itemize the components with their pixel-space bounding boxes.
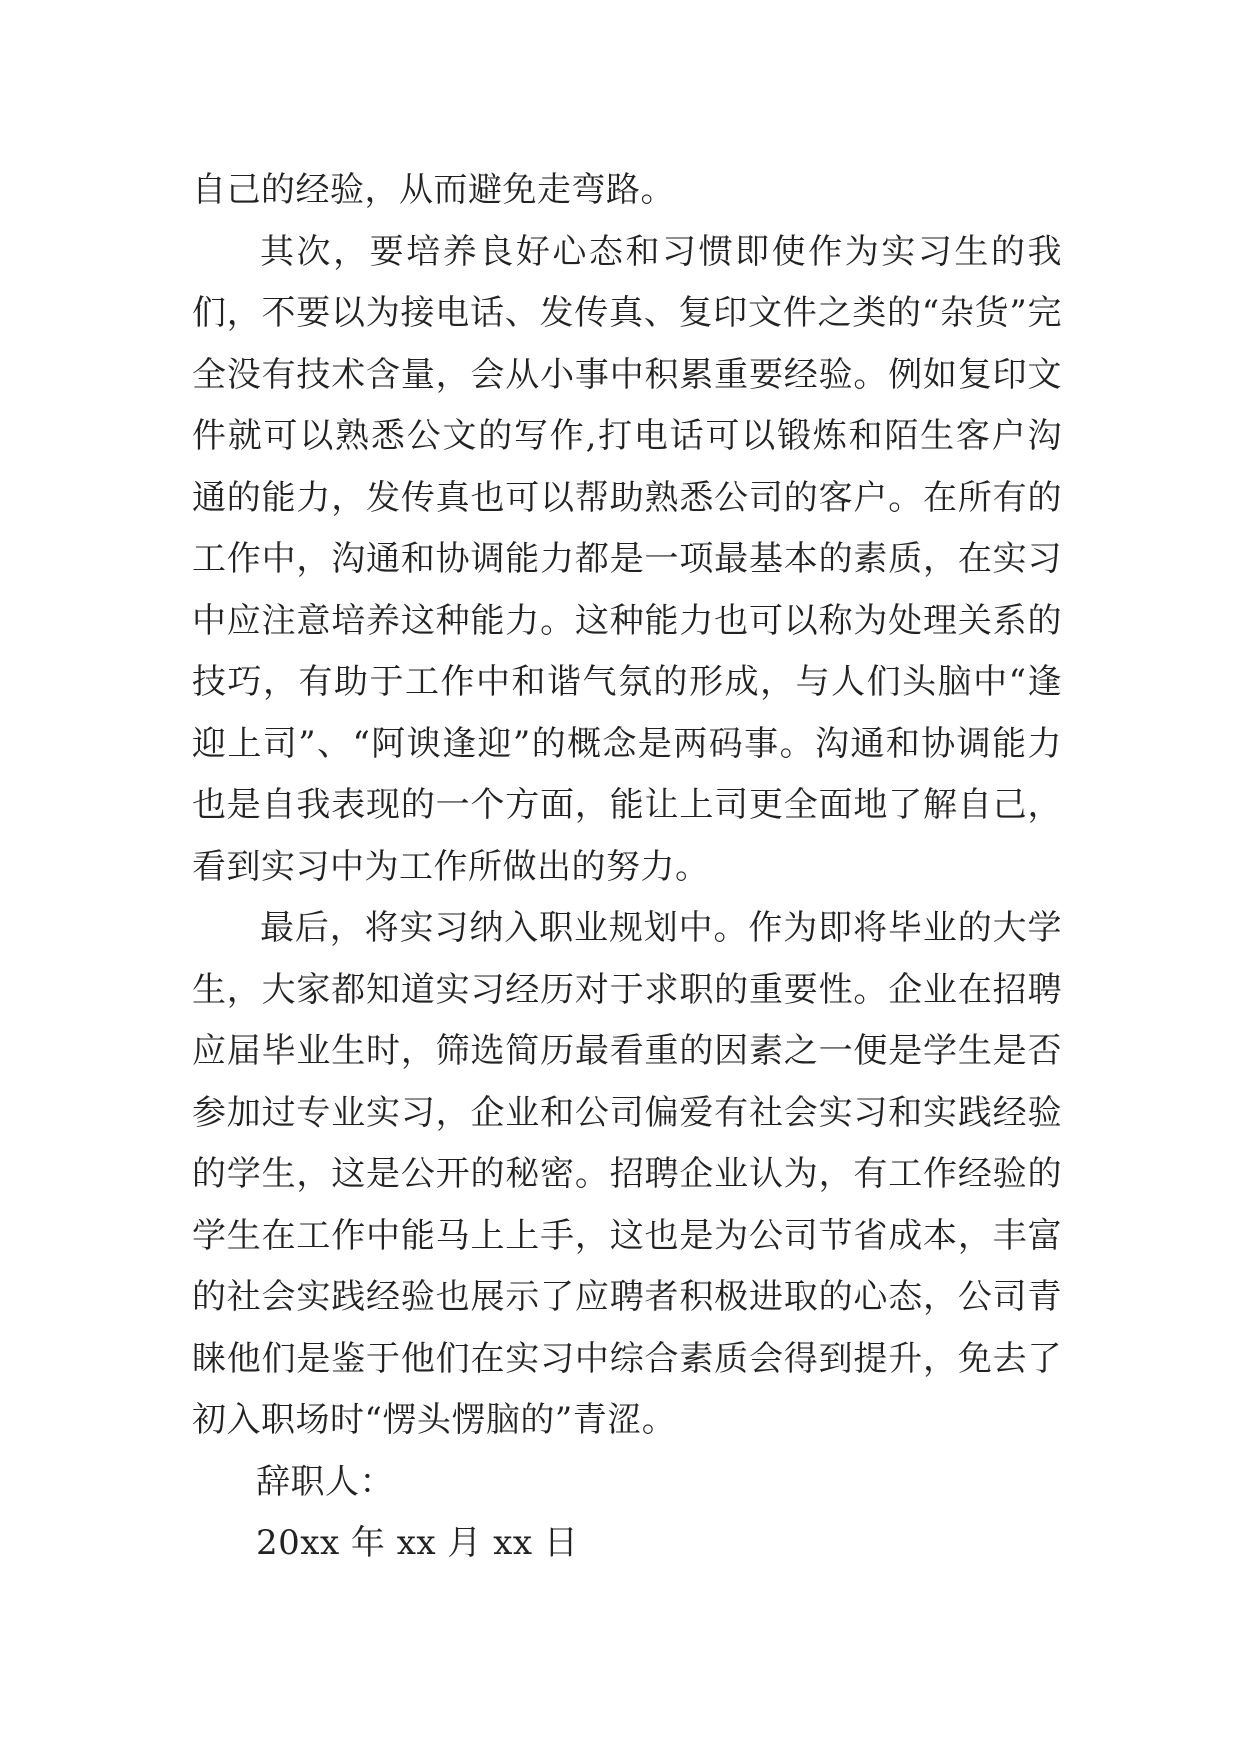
signer-label: 辞职人： xyxy=(256,1461,394,1502)
paragraph-third: 最后，将实习纳入职业规划中。作为即将毕业的大学生，大家都知道实习经历对于求职的重要性。企业在招聘应届毕业生时，筛选简历最看重的因素之一便是学生是否参加过专业实习，企业和公司偏爱有社会实习和实践经验的学生，这是公开的秘密。招聘企业认为，有工作经验的学生在工作中能马上上手，这也是为公司节省成本，丰富的社会实践经验也展示了应聘者积极进取的心态，公司青睐他们是鉴于他们在实习中综合素质会得到提升，免去了初入职场时“愣头愣脑的”青涩。 xyxy=(192,908,1062,1440)
document-body xyxy=(192,160,1062,1575)
paragraph-second: 其次，要培养良好心态和习惯即使作为实习生的我们，不要以为接电话、发传真、复印文件之类的“杂货”完全没有技术含量，会从小事中积累重要经验。例如复印文件就可以熟悉公文的写作,打电话可以锻炼和陌生客户沟通的能力，发传真也可以帮助熟悉公司的客户。在所有的工作中，沟通和协调能力都是一项最基本的素质，在实习中应注意培养这种能力。这种能力也可以称为处理关系的技巧，有助于工作中和谐气氛的形成，与人们头脑中“逢迎上司”、“阿谀逢迎”的概念是两码事。沟通和协调能力也是自我表现的一个方面，能让上司更全面地了解自己，看到实习中为工作所做出的努力。 xyxy=(192,231,1062,887)
paragraph-continuation: 自己的经验，从而避免走弯路。 xyxy=(192,170,675,210)
signature-date: 20xx 年 xx 月 xx 日 xyxy=(256,1523,579,1563)
